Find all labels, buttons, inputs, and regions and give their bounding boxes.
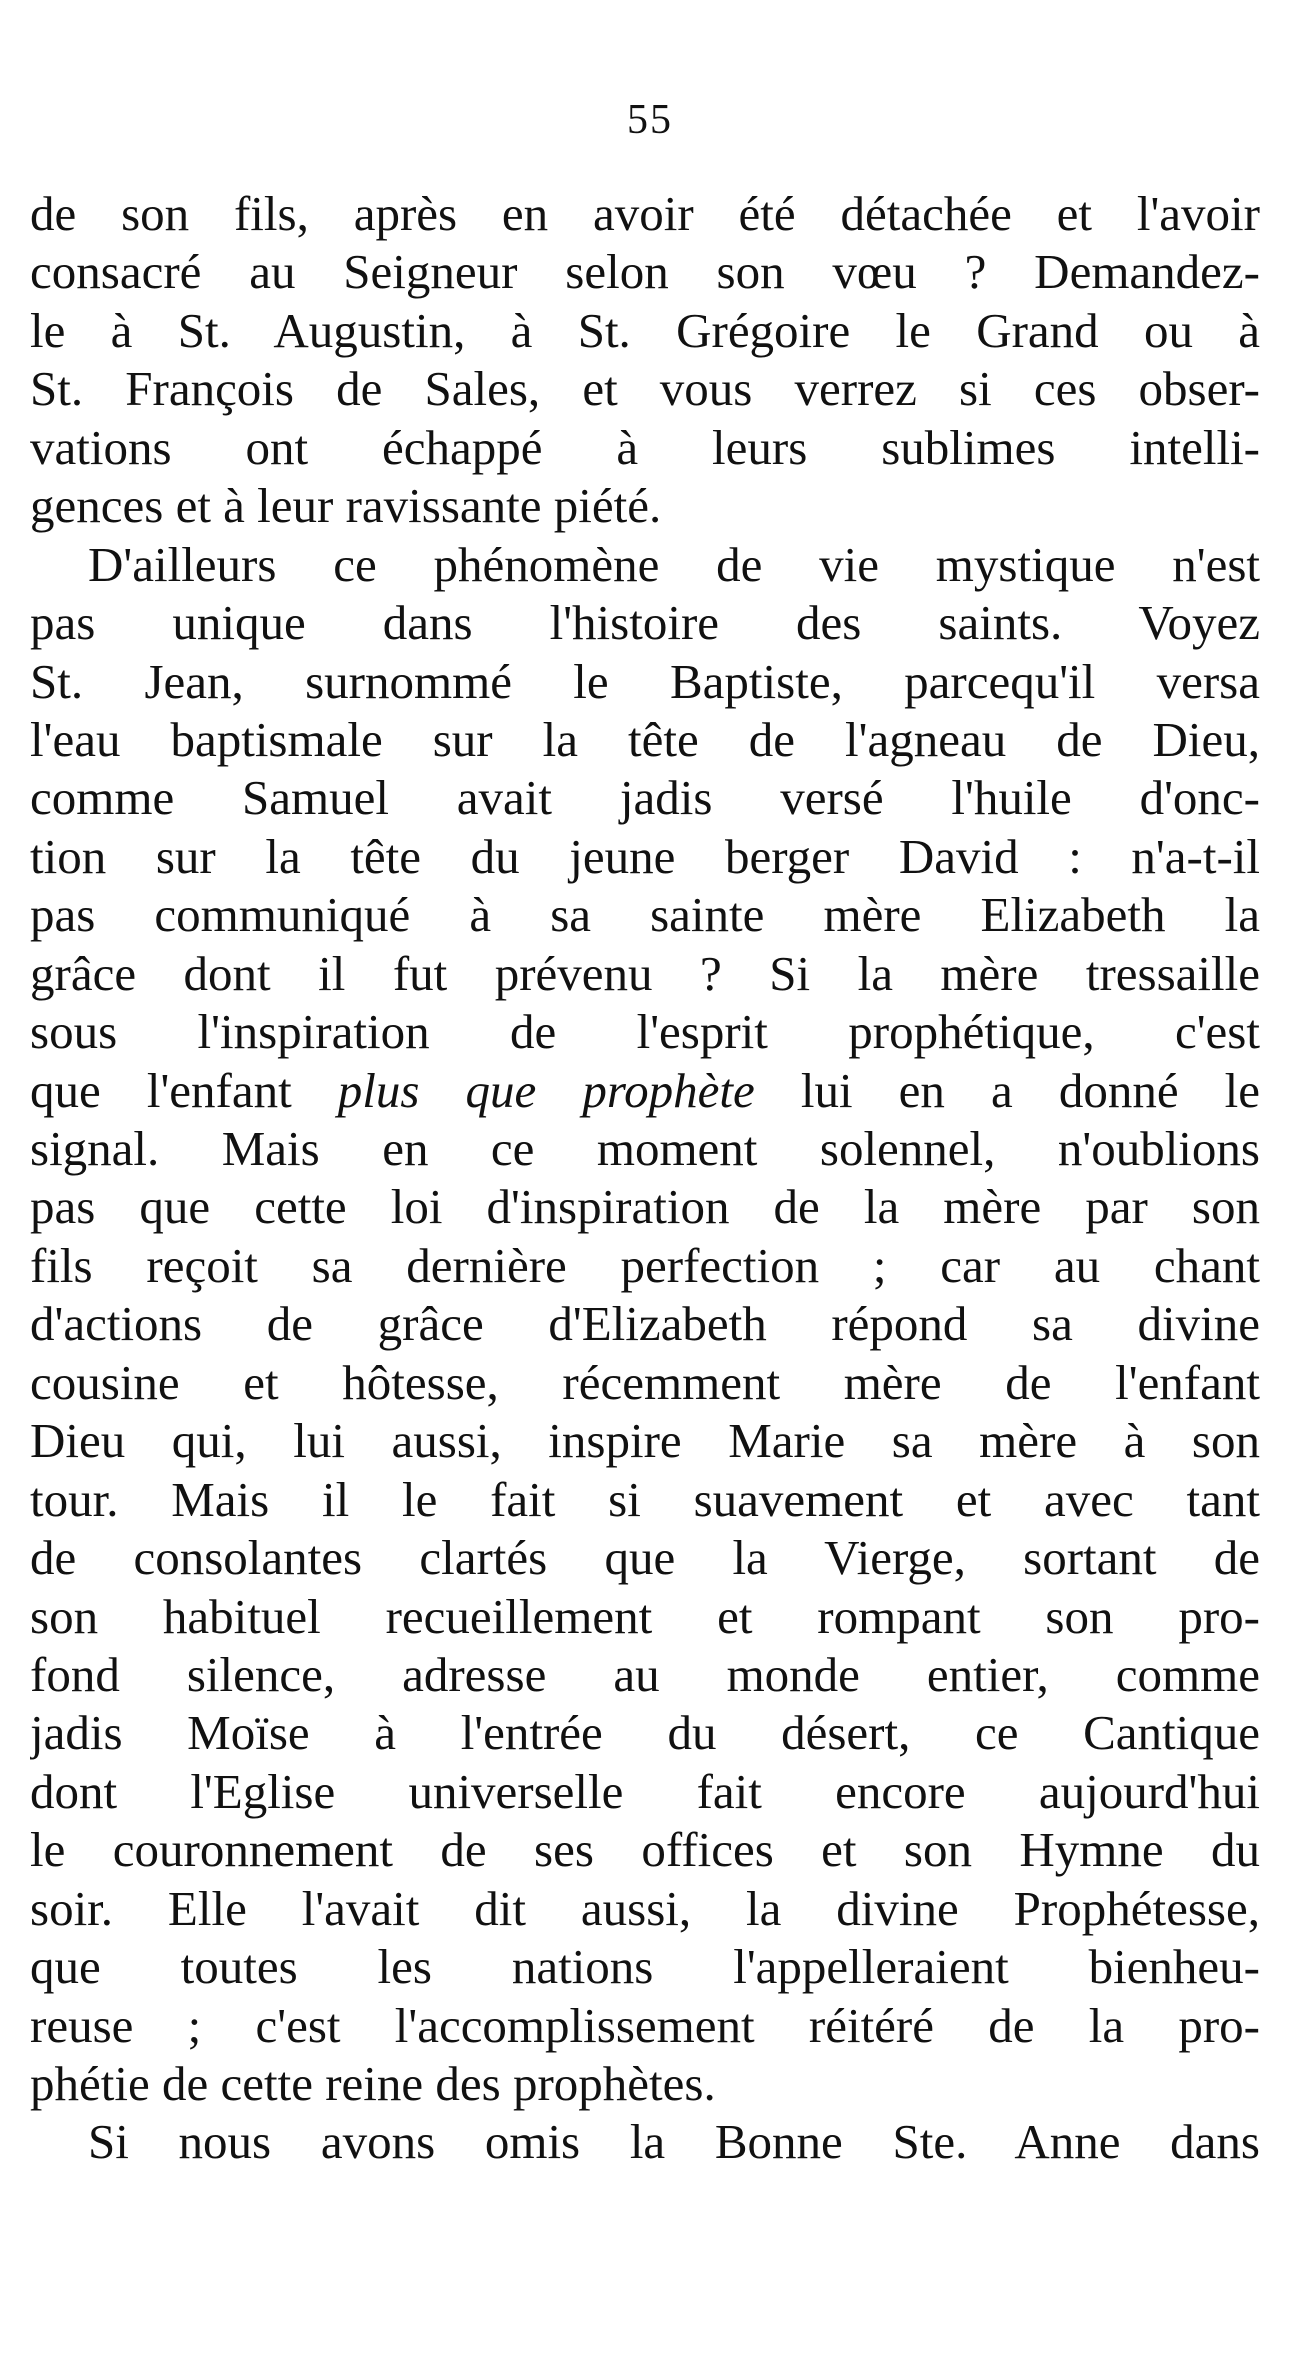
text-line: tour. Mais il le fait si suavement et avec tant: [30, 1471, 1260, 1527]
text-line: vations ont échappé à leurs sublimes intelli-: [30, 419, 1260, 475]
text-line: fils reçoit sa dernière perfection ; car au chant: [30, 1237, 1260, 1293]
text-line: St. Jean, surnommé le Baptiste, parcequ'il versa: [30, 653, 1260, 709]
text-body: [30, 185, 1260, 2172]
text-line: signal. Mais en ce moment solennel, n'oublions: [30, 1121, 1260, 1176]
text-line: soir. Elle l'avait dit aussi, la divine Prophétesse,: [30, 1880, 1260, 1936]
text-line: cousine et hôtesse, récemment mère de l'enfant: [30, 1354, 1260, 1410]
text-line: le couronnement de ses offices et son Hymne du: [30, 1822, 1260, 1878]
text-line: St. François de Sales, et vous verrez si ces obser-: [30, 361, 1260, 417]
text-line: consacré au Seigneur selon son vœu ? Demandez-: [30, 244, 1260, 300]
text-line-with-italic: [30, 1062, 1260, 1120]
text-line: l'eau baptismale sur la tête de l'agneau de Dieu,: [30, 711, 1260, 767]
text-line: tion sur la tête du jeune berger David : n'a-t-il: [30, 828, 1260, 884]
text-line: pas que cette loi d'inspiration de la mère par son: [30, 1179, 1260, 1235]
text-line: reuse ; c'est l'accomplissement réitéré de la pro-: [30, 1997, 1260, 2053]
text-line: D'ailleurs ce phénomène de vie mystique n'est: [88, 536, 1260, 592]
text-line: son habituel recueillement et rompant son pro-: [30, 1588, 1260, 1644]
text-line: le à St. Augustin, à St. Grégoire le Grand ou à: [30, 302, 1260, 358]
text-line: de consolantes clartés que la Vierge, sortant de: [30, 1530, 1260, 1586]
text-line: d'actions de grâce d'Elizabeth répond sa divine: [30, 1296, 1260, 1352]
text-line: de son fils, après en avoir été détachée et l'avoir: [30, 186, 1260, 241]
text-line: comme Samuel avait jadis versé l'huile d'onc-: [30, 770, 1260, 826]
text-line: sous l'inspiration de l'esprit prophétique, c'est: [30, 1004, 1260, 1060]
line-head: que l'enfant: [30, 1062, 338, 1118]
text-line: dont l'Eglise universelle fait encore aujourd'hui: [30, 1763, 1260, 1819]
text-line: Dieu qui, lui aussi, inspire Marie sa mère à son: [30, 1413, 1260, 1469]
text-line: phétie de cette reine des prophètes.: [30, 2056, 716, 2111]
text-line: Si nous avons omis la Bonne Ste. Anne dans: [88, 2114, 1260, 2170]
page-number: 55: [627, 97, 673, 143]
text-line: fond silence, adresse au monde entier, comme: [30, 1646, 1260, 1702]
text-line: pas communiqué à sa sainte mère Elizabeth la: [30, 887, 1260, 943]
line-tail: lui en a donné le: [754, 1062, 1260, 1118]
text-line: jadis Moïse à l'entrée du désert, ce Cantique: [30, 1705, 1260, 1761]
italic-phrase: plus que prophète: [337, 1062, 755, 1118]
text-line: pas unique dans l'histoire des saints. Voyez: [30, 595, 1260, 651]
text-line: que toutes les nations l'appelleraient bienheu-: [30, 1939, 1260, 1995]
text-line: gences et à leur ravissante piété.: [30, 478, 662, 534]
text-line: grâce dont il fut prévenu ? Si la mère tressaille: [30, 945, 1260, 1001]
